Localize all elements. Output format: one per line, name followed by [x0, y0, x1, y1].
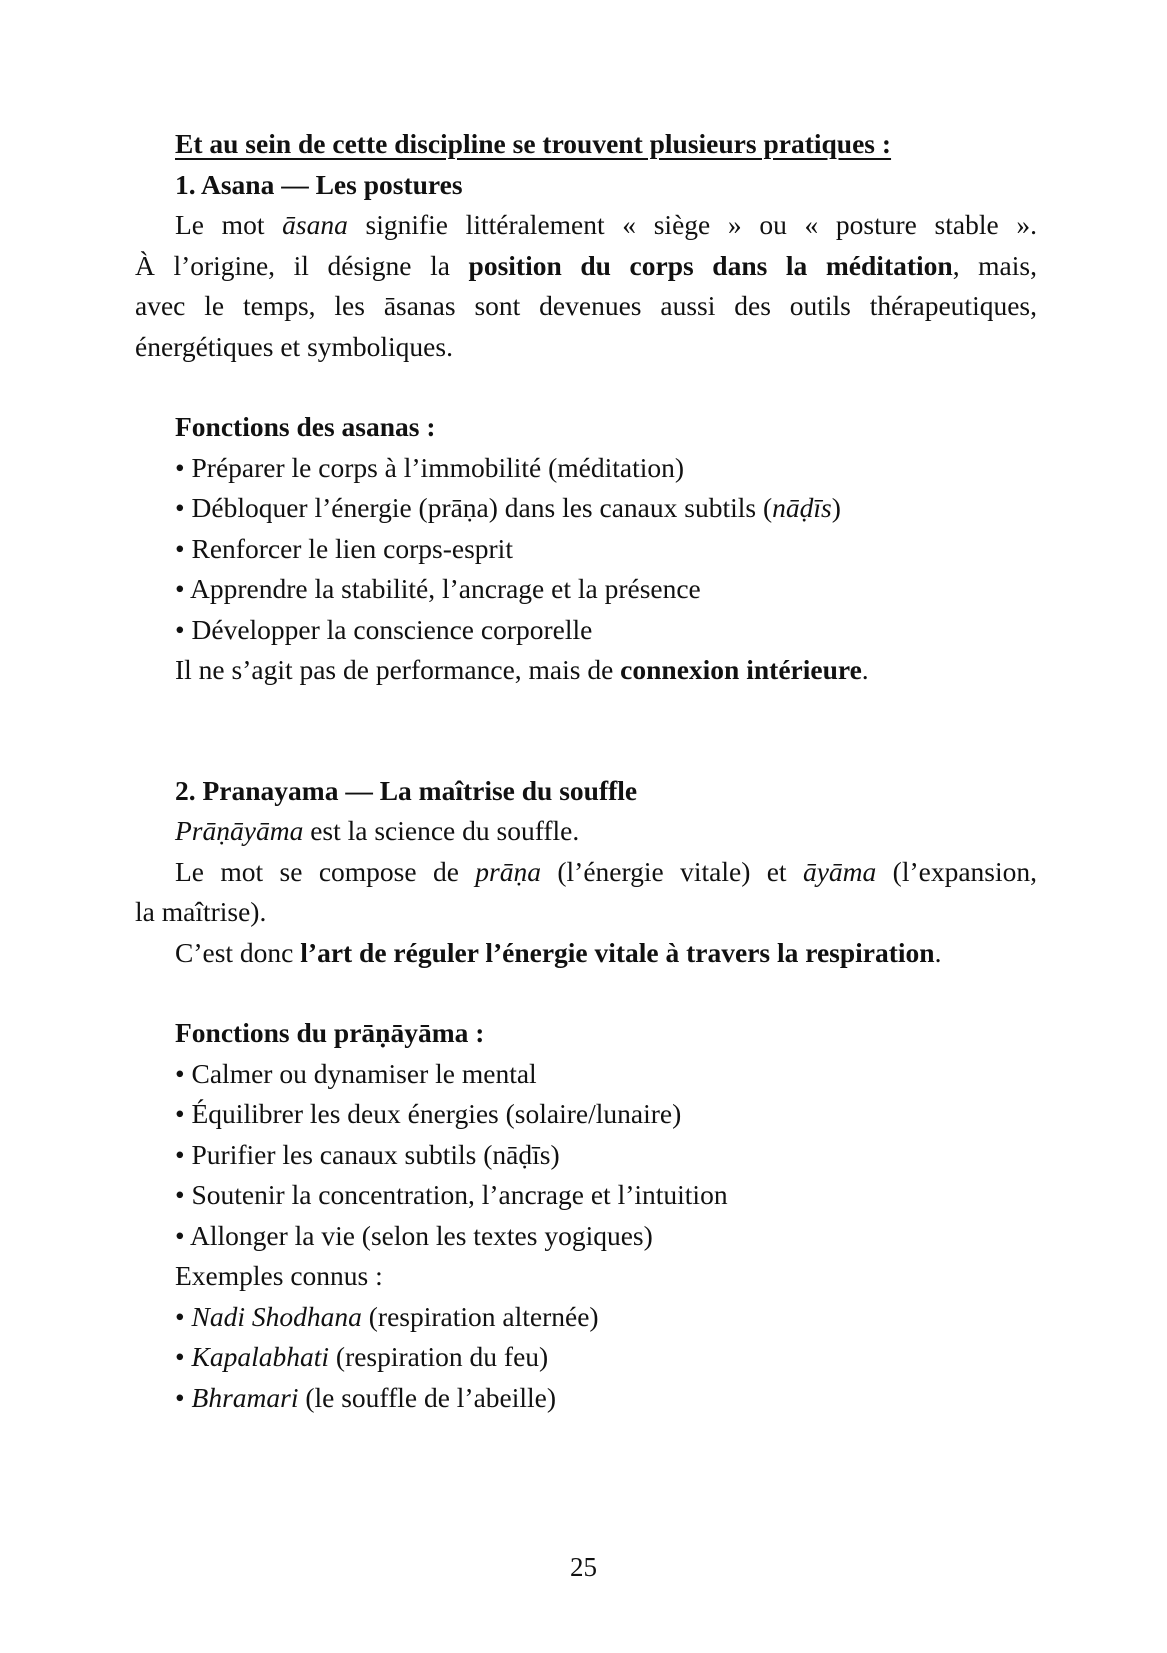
asana-term: āsana	[282, 209, 348, 240]
example-item: • Bhramari (le souffle de l’abeille)	[175, 1381, 557, 1413]
list-item: • Allonger la vie (selon les textes yogiques)	[175, 1219, 653, 1251]
pranayama-line-4: C’est donc l’art de réguler l’énergie vitale à travers la respiration.	[175, 936, 942, 968]
pranayama-emphasis: l’art de réguler l’énergie vitale à travers la respiration	[300, 936, 935, 968]
example-item: • Nadi Shodhana (respiration alternée)	[175, 1300, 599, 1332]
example-item: • Kapalabhati (respiration du feu)	[175, 1341, 549, 1372]
list-item: • Équilibrer les deux énergies (solaire/lunaire)	[175, 1098, 682, 1129]
asana-paragraph-line-3: avec le temps, les āsanas sont devenues aussi des outils thérapeutiques,	[135, 290, 1037, 321]
list-item: • Débloquer l’énergie (prāṇa) dans les canaux subtils (nāḍīs)	[175, 492, 841, 523]
example-name: Nadi Shodhana	[191, 1300, 362, 1332]
prana-term: prāṇa	[475, 855, 541, 887]
ayama-term: āyāma	[802, 855, 877, 887]
list-item: • Préparer le corps à l’immobilité (méditation)	[175, 451, 685, 483]
page-body	[135, 124, 1037, 1418]
pranayama-term: Prāṇāyāma	[175, 815, 304, 846]
list-item: • Soutenir la concentration, l’ancrage et l’intuition	[175, 1179, 728, 1210]
nadis-term: nāḍīs	[772, 492, 832, 523]
pranayama-line-1: Prāṇāyāma est la science du souffle.	[175, 815, 580, 846]
pranayama-section-title: 2. Pranayama — La maîtrise du souffle	[175, 774, 638, 806]
asana-paragraph-line-1: Le mot āsana signifie littéralement « siège » ou « posture stable ».	[175, 209, 1037, 240]
examples-title: Exemples connus :	[175, 1260, 383, 1291]
list-item: • Calmer ou dynamiser le mental	[175, 1057, 537, 1089]
asana-emphasis: position du corps dans la méditation	[468, 249, 953, 281]
list-item: • Renforcer le lien corps-esprit	[175, 532, 513, 564]
pranayama-line-3: la maîtrise).	[135, 896, 267, 927]
pranayama-functions-title: Fonctions du prāṇāyāma :	[175, 1017, 485, 1048]
asana-closing-emphasis: connexion intérieure	[620, 654, 862, 685]
example-name: Kapalabhati	[191, 1341, 330, 1372]
list-item: • Apprendre la stabilité, l’ancrage et la présence	[175, 573, 701, 604]
pranayama-line-2: Le mot se compose de prāṇa (l’énergie vitale) et āyāma (l’expansion,	[175, 855, 1037, 887]
asana-functions-title: Fonctions des asanas :	[175, 411, 436, 442]
asana-paragraph-line-2: À l’origine, il désigne la position du corps dans la méditation, mais,	[135, 249, 1037, 281]
asana-paragraph-line-4: énergétiques et symboliques.	[135, 330, 453, 362]
list-item: • Purifier les canaux subtils (nāḍīs)	[175, 1138, 560, 1170]
asana-section-title: 1. Asana — Les postures	[175, 168, 463, 200]
intro-heading: Et au sein de cette discipline se trouvent plusieurs pratiques :	[175, 128, 892, 159]
list-item: • Développer la conscience corporelle	[175, 613, 593, 645]
asana-closing-line: Il ne s’agit pas de performance, mais de connexion intérieure.	[175, 654, 869, 685]
example-name: Bhramari	[191, 1381, 299, 1413]
page-number: 25	[570, 1552, 597, 1582]
